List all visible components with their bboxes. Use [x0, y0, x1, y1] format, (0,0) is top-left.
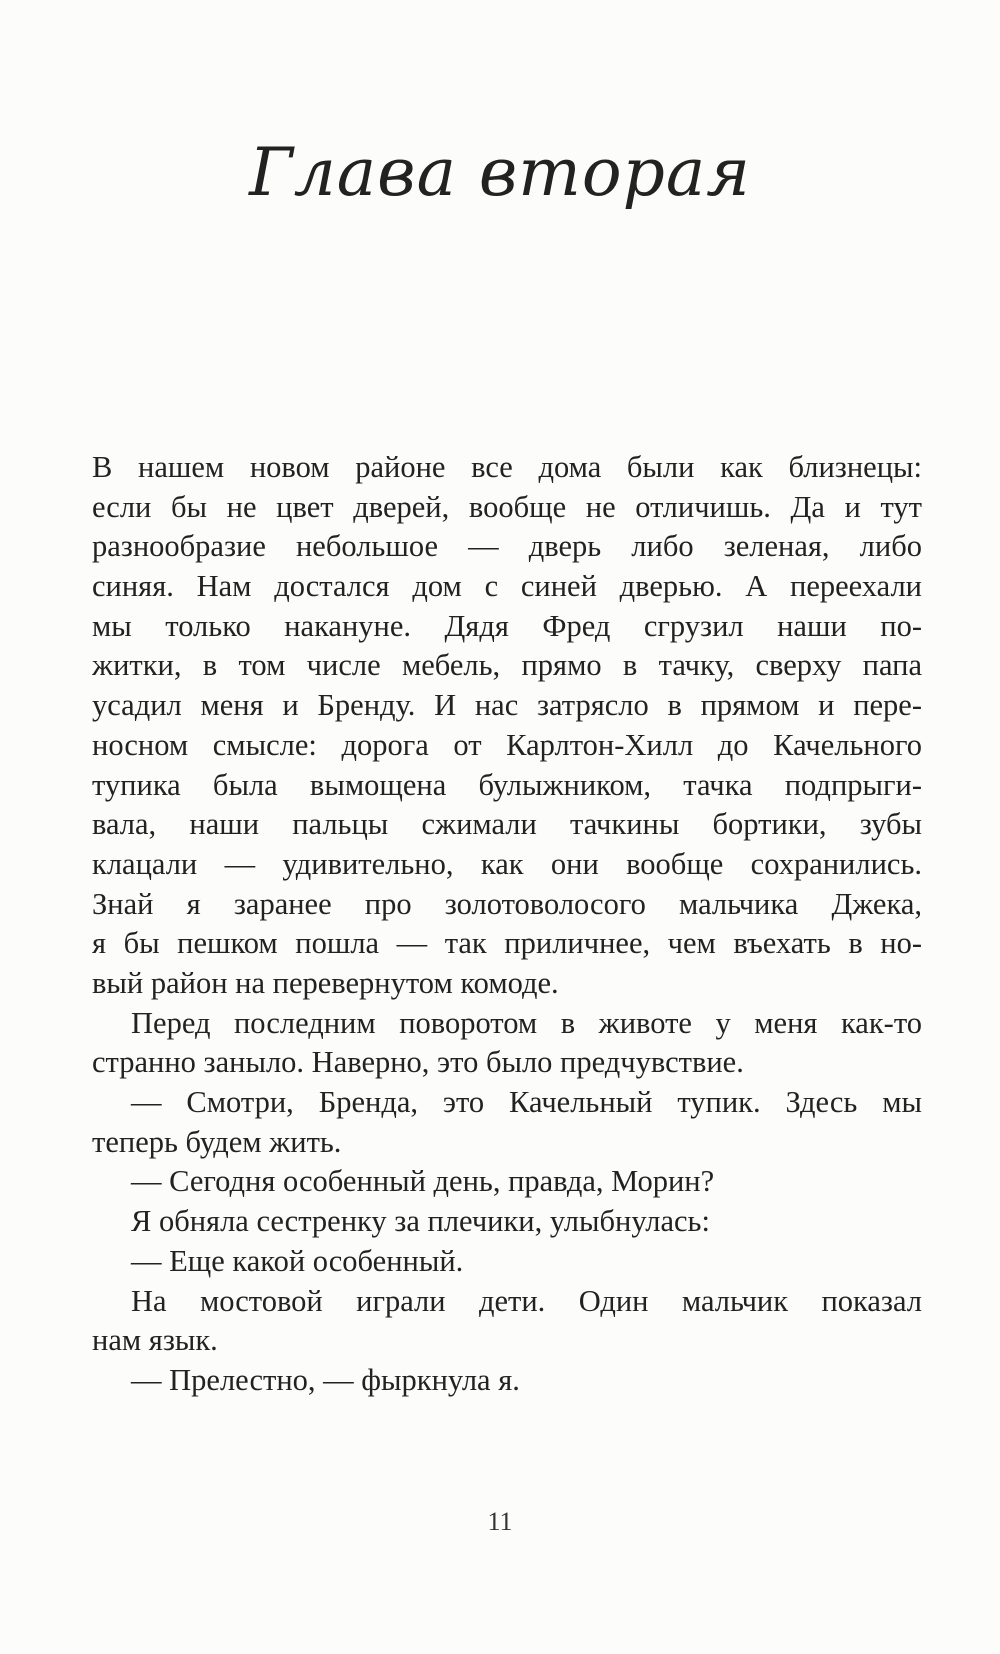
text-line: странно заныло. Наверно, это было предчувствие. — [92, 1045, 744, 1080]
text-line: усадил меня и Бренду. И нас затрясло в прямом и пере- — [92, 688, 922, 723]
text-line: носном смысле: дорога от Карлтон-Хилл до Качельного — [92, 727, 922, 762]
text-line: Знай я заранее про золотоволосого мальчика Джека, — [92, 886, 922, 921]
text-line: клацали — удивительно, как они вообще сохранились. — [92, 846, 922, 881]
body-text — [92, 448, 922, 1401]
text-line: мы только накануне. Дядя Фред сгрузил наши по- — [92, 608, 922, 643]
chapter-title: Глава вторая — [249, 134, 751, 211]
text-line: — Еще какой особенный. — [131, 1243, 464, 1278]
text-line: — Смотри, Бренда, это Качельный тупик. Здесь мы — [131, 1085, 922, 1120]
text-line: — Прелестно, — фыркнула я. — [131, 1362, 520, 1397]
text-line: На мостовой играли дети. Один мальчик показал — [131, 1283, 922, 1318]
text-line: тупика была вымощена булыжником, тачка подпрыги- — [92, 767, 922, 802]
text-line: Я обняла сестренку за плечики, улыбнулась: — [131, 1204, 710, 1239]
text-line: В нашем новом районе все дома были как близнецы: — [92, 450, 922, 484]
text-line: Перед последним поворотом в животе у меня как-то — [131, 1005, 922, 1040]
text-line: — Сегодня особенный день, правда, Морин? — [131, 1164, 715, 1199]
page-number: 11 — [487, 1507, 513, 1536]
text-line: нам язык. — [92, 1323, 218, 1358]
text-line: вый район на перевернутом комоде. — [92, 965, 559, 1000]
text-line: теперь будем жить. — [92, 1124, 342, 1159]
text-line: синяя. Нам достался дом с синей дверью. А переехали — [92, 569, 922, 604]
text-line: житки, в том числе мебель, прямо в тачку, сверху папа — [92, 648, 922, 683]
text-line: я бы пешком пошла — так приличнее, чем въехать в но- — [92, 926, 922, 961]
text-line: если бы не цвет дверей, вообще не отличишь. Да и тут — [92, 489, 922, 524]
text-line: разнообразие небольшое — дверь либо зеленая, либо — [92, 529, 922, 564]
text-line: вала, наши пальцы сжимали тачкины бортики, зубы — [92, 807, 922, 842]
